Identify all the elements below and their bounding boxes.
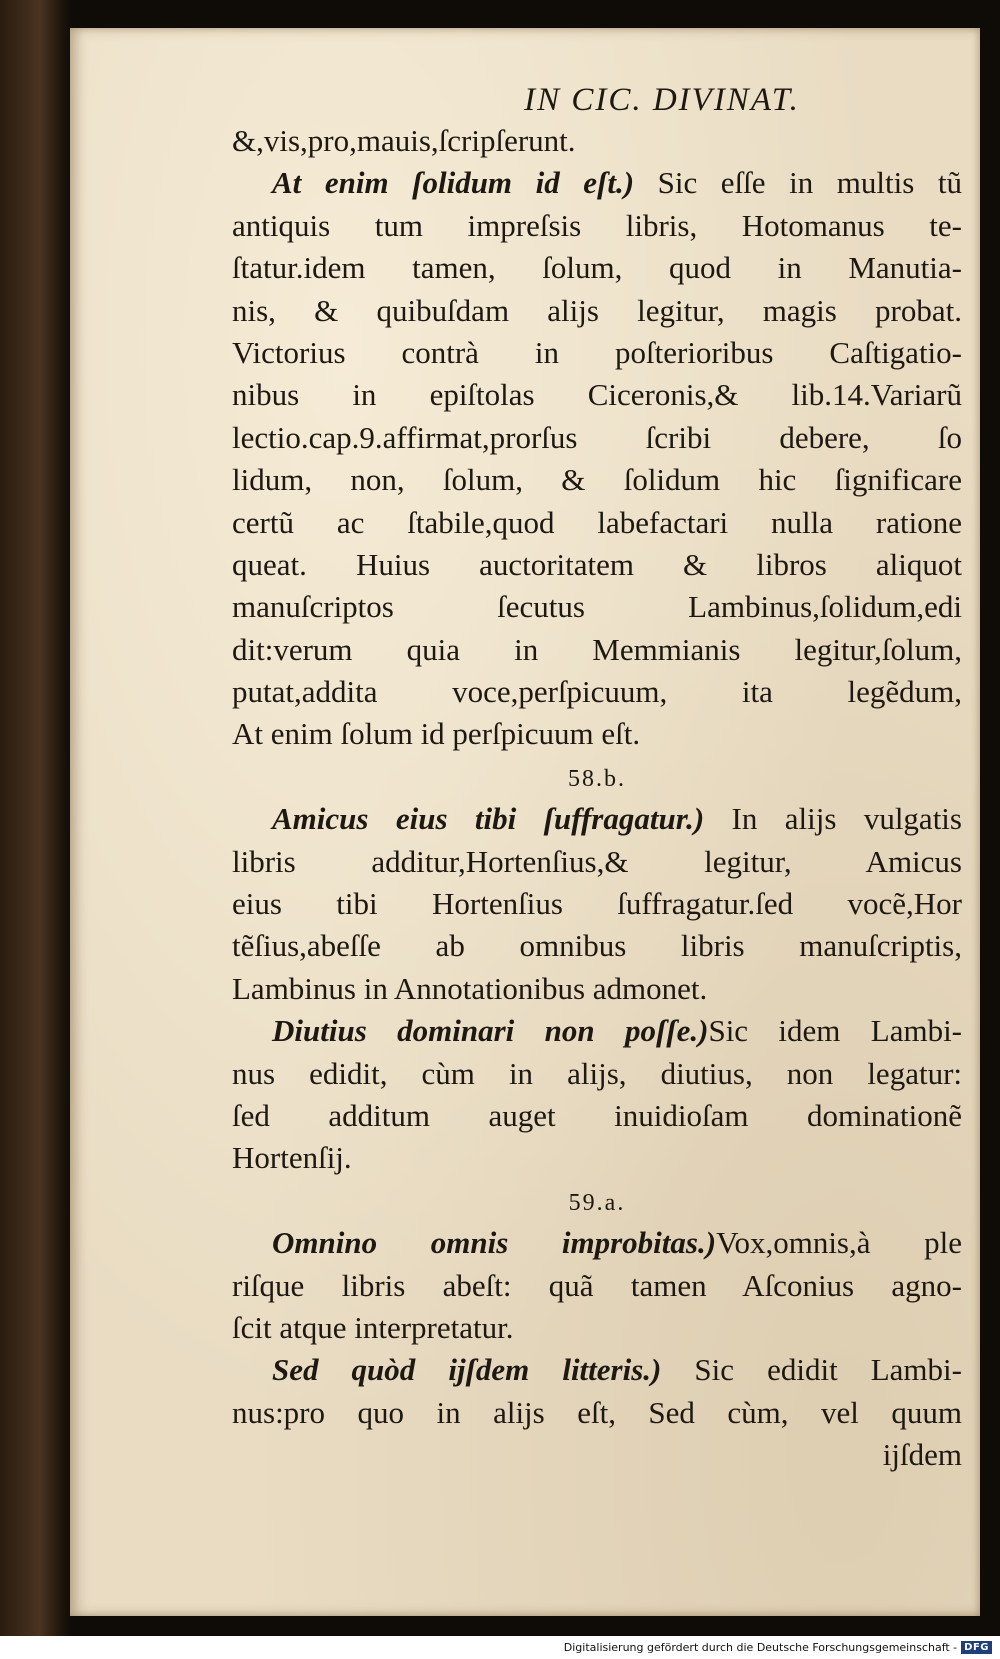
line-text: certũ ac ſtabile,quod labefactari nulla ratione	[232, 504, 962, 540]
line-text: Lambinus in Annotationibus admonet.	[232, 970, 708, 1006]
text-line	[232, 1053, 962, 1095]
text-line	[232, 925, 962, 967]
line-text: antiquis tum impreſsis libris, Hotomanus te-	[232, 207, 962, 243]
line-text: queat. Huius auctoritatem & libros aliquot	[232, 546, 962, 582]
text-line	[232, 1010, 962, 1052]
text-line	[232, 1265, 962, 1307]
line-text: Vox,omnis,à ple	[716, 1225, 963, 1261]
line-text: In alijs vulgatis	[704, 801, 962, 837]
text-line	[232, 459, 962, 501]
text-line	[232, 205, 962, 247]
lemma-phrase: At enim ſolidum id eſt.)	[272, 165, 635, 201]
footer-bar	[0, 1636, 1000, 1659]
line-text: nus edidit, cùm in alijs, diutius, non legatur:	[232, 1055, 962, 1091]
page-text	[232, 78, 962, 1477]
text-line	[232, 544, 962, 586]
running-head: IN CIC. DIVINAT.	[524, 82, 800, 118]
text-line	[232, 1222, 962, 1264]
text-line	[232, 1434, 962, 1476]
line-text: nus:pro quo in alijs eſt, Sed cùm, vel quum	[232, 1394, 962, 1430]
lemma-phrase: Omnino omnis improbitas.)	[272, 1225, 717, 1261]
text-line	[232, 629, 962, 671]
line-text: manuſcriptos ſecutus Lambinus,ſolidum,edi	[232, 589, 962, 625]
line-text: Hortenſij.	[232, 1140, 352, 1176]
text-line	[232, 1349, 962, 1391]
line-text: At enim ſolum id perſpicuum eſt.	[232, 716, 641, 752]
section-marker	[232, 1180, 962, 1222]
line-text: Sic eſſe in multis tũ	[634, 165, 962, 201]
line-text: 59.a.	[568, 1189, 626, 1216]
text-line	[232, 841, 962, 883]
lemma-phrase: Amicus eius tibi ſuffragatur.)	[272, 801, 705, 837]
line-text: ſed additum auget inuidioſam dominationẽ	[232, 1097, 962, 1133]
text-line	[232, 374, 962, 416]
text-line	[232, 1307, 962, 1349]
text-line	[232, 713, 962, 755]
line-text: Sic idem Lambi-	[708, 1013, 963, 1049]
line-text: libris additur,Hortenſius,& legitur, Amicus	[232, 843, 962, 879]
text-line	[232, 1095, 962, 1137]
line-text: Victorius contrà in poſterioribus Caſtigatio-	[232, 334, 962, 370]
line-text: nibus in epiſtolas Ciceronis,& lib.14.Variarũ	[232, 377, 962, 413]
text-line	[232, 247, 962, 289]
text-line	[232, 120, 962, 162]
line-text: Sic edidit Lambi-	[661, 1352, 962, 1388]
text-line	[232, 1392, 962, 1434]
text-line	[232, 417, 962, 459]
line-text: tẽſius,abeſſe ab omnibus libris manuſcriptis,	[232, 928, 962, 964]
line-text: eius tibi Hortenſius ſuffragatur.ſed vocẽ,Hor	[232, 886, 962, 922]
line-text: riſque libris abeſt: quã tamen Aſconius agno-	[232, 1267, 962, 1303]
dfg-logo: DFG	[961, 1641, 992, 1654]
line-text: nis, & quibuſdam alijs legitur, magis probat.	[232, 292, 962, 328]
line-text: ijſdem	[882, 1437, 962, 1473]
text-line	[232, 332, 962, 374]
text-lines	[232, 120, 962, 1477]
text-line	[232, 162, 962, 204]
lemma-phrase: Sed quòd ijſdem litteris.)	[272, 1352, 662, 1388]
text-line	[232, 502, 962, 544]
text-line	[232, 586, 962, 628]
line-text: ſcit atque interpretatur.	[232, 1309, 514, 1345]
line-text: lectio.cap.9.affirmat,prorſus ſcribi debere, ſo	[232, 419, 962, 455]
section-marker	[232, 756, 962, 798]
text-line	[232, 798, 962, 840]
text-line	[232, 290, 962, 332]
line-text: 58.b.	[568, 765, 626, 792]
lemma-phrase: Diutius dominari non poſſe.)	[272, 1013, 709, 1049]
line-text: putat,addita voce,perſpicuum, ita legẽdum,	[232, 674, 962, 710]
text-line	[232, 883, 962, 925]
line-text: dit:verum quia in Memmianis legitur,ſolum,	[232, 631, 962, 667]
text-line	[232, 1137, 962, 1179]
footer-credit: Digitalisierung gefördert durch die Deutsche Forschungsgemeinschaft -	[563, 1641, 958, 1654]
line-text: lidum, non, ſolum, & ſolidum hic ſignificare	[232, 462, 962, 498]
line-text: ſtatur.idem tamen, ſolum, quod in Manutia-	[232, 250, 962, 286]
text-line	[232, 671, 962, 713]
text-line	[232, 968, 962, 1010]
line-text: &,vis,pro,mauis,ſcripſerunt.	[232, 123, 576, 158]
